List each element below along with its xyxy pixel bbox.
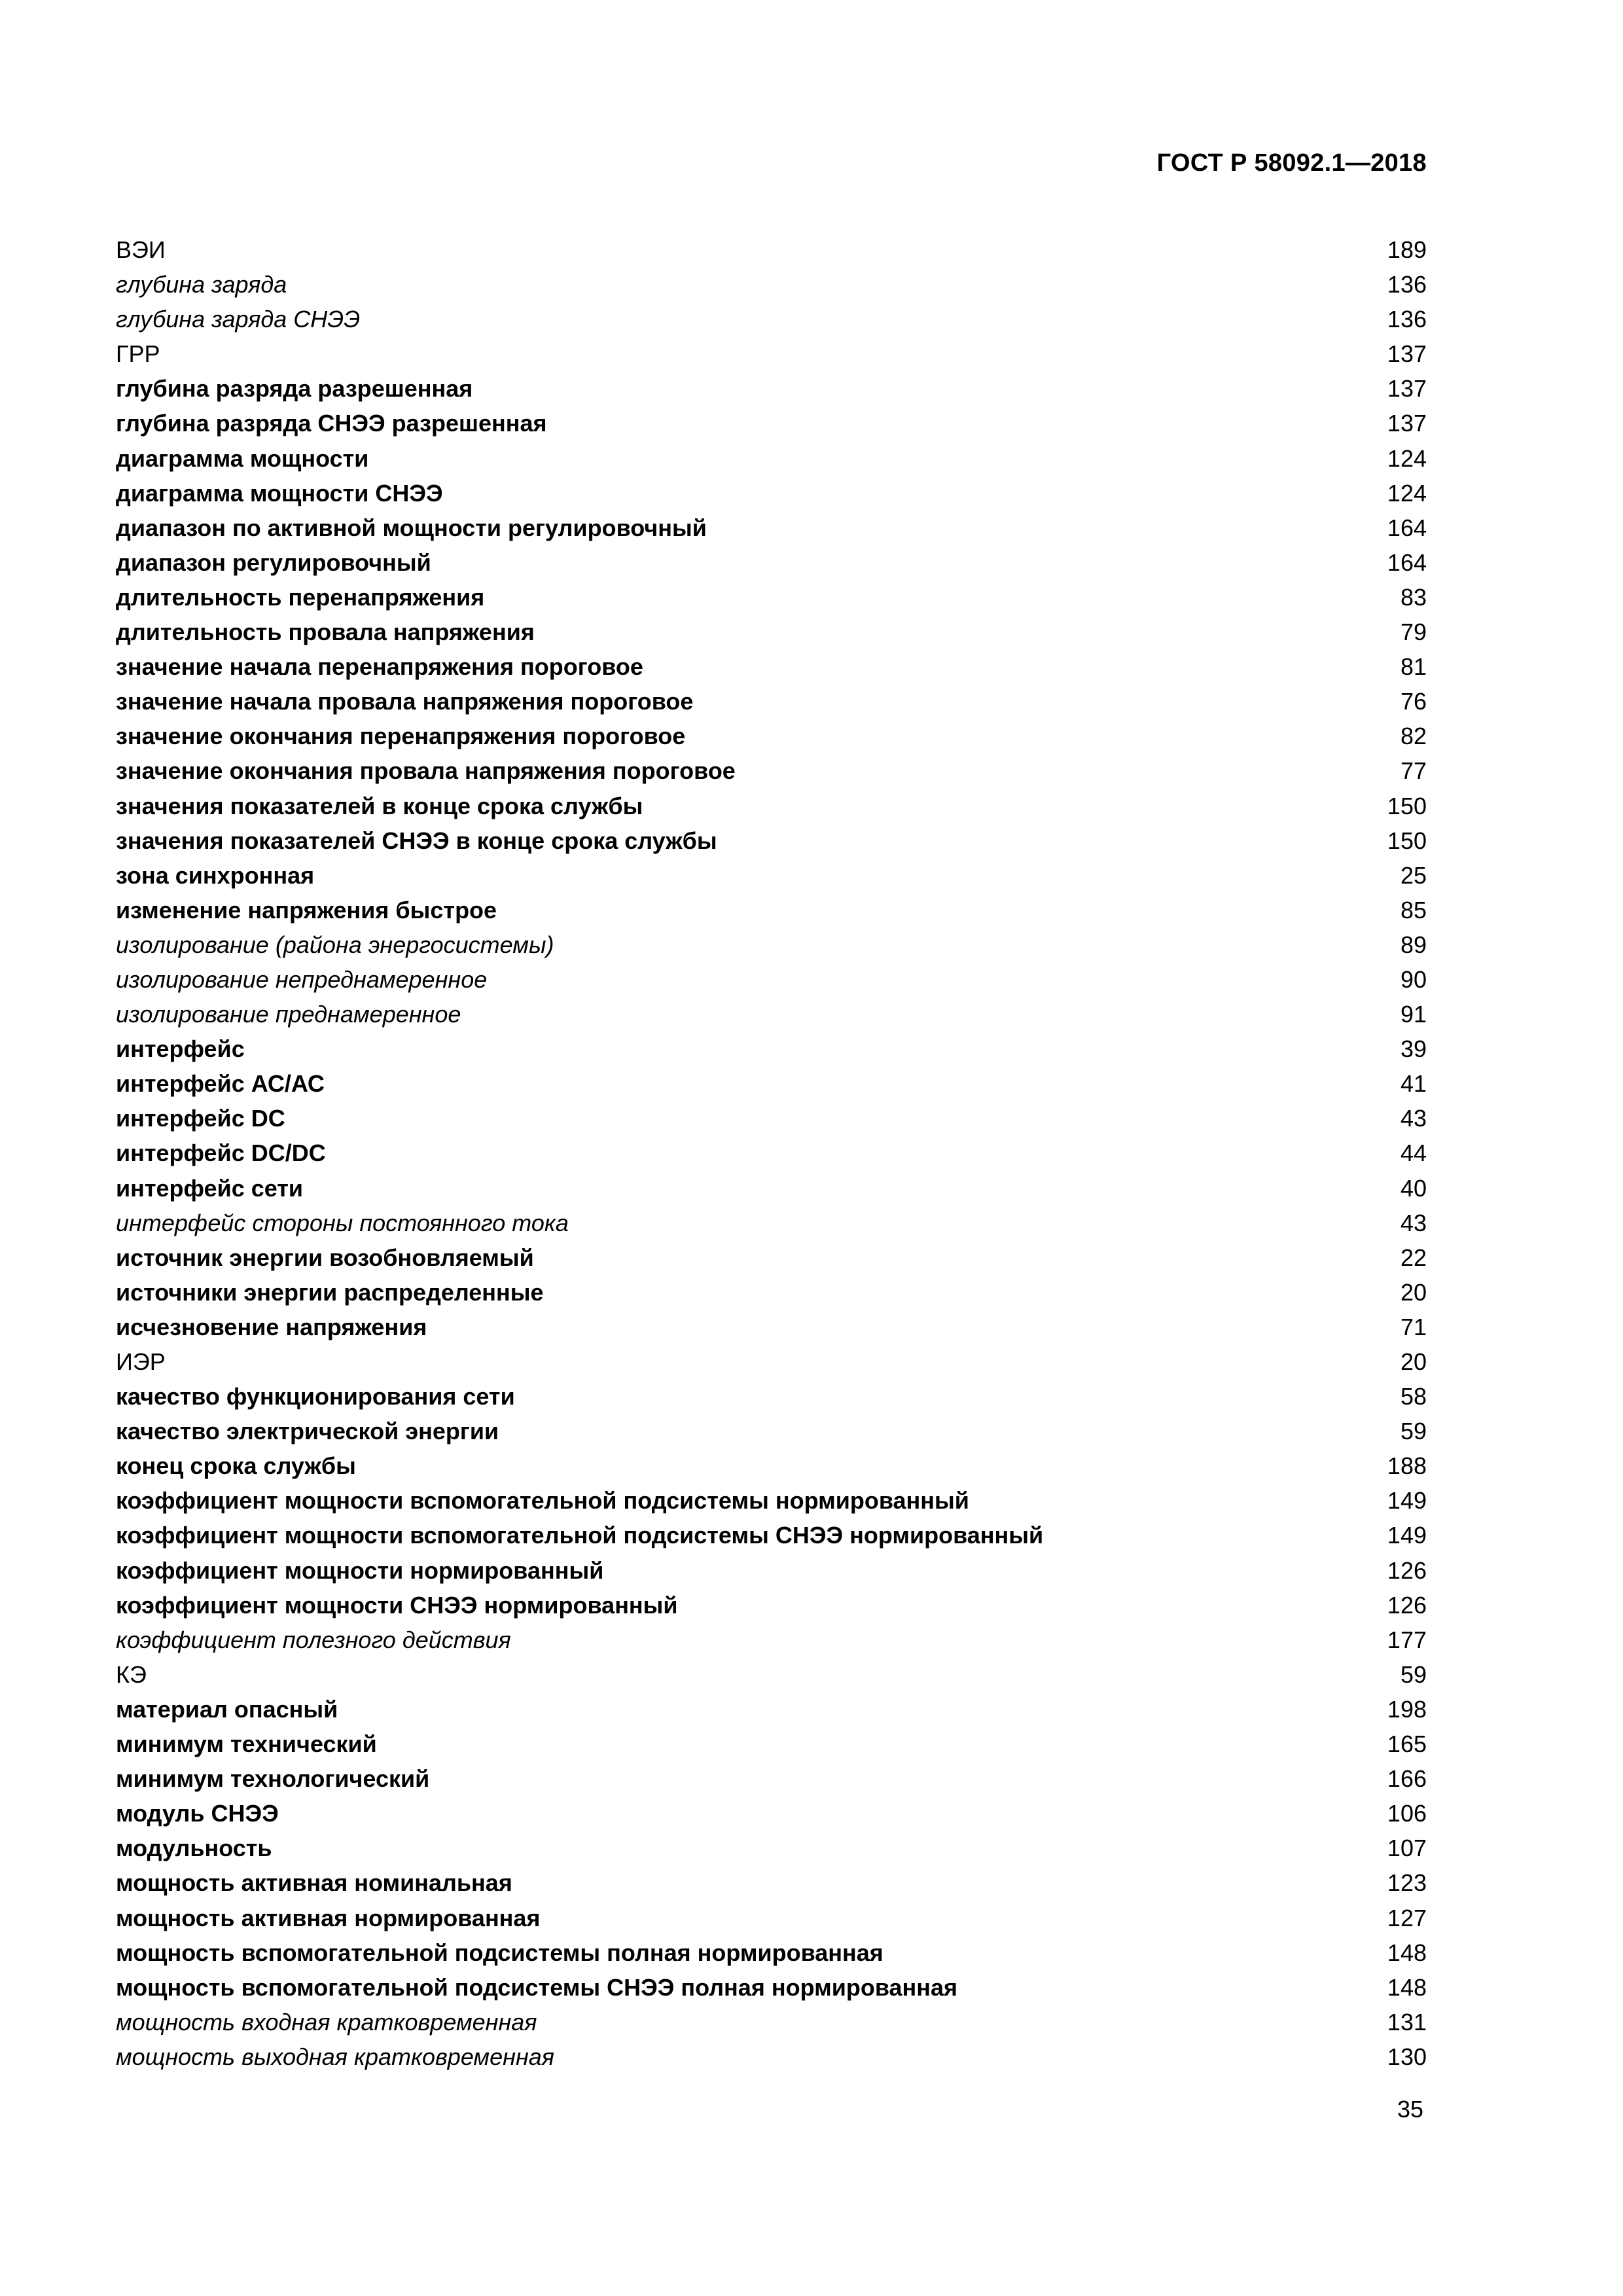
index-entry <box>116 410 1427 445</box>
index-term: минимум технологический <box>116 1765 430 1793</box>
index-entry <box>116 793 1427 828</box>
index-term: интерфейс стороны постоянного тока <box>116 1209 569 1236</box>
index-page-ref: 137 <box>1387 410 1427 437</box>
index-entry <box>116 237 1427 272</box>
index-entry <box>116 828 1427 863</box>
index-entry <box>116 1071 1427 1105</box>
index-entry <box>116 1349 1427 1384</box>
index-entry <box>116 515 1427 550</box>
index-term: конец срока службы <box>116 1452 356 1480</box>
index-term: коэффициент мощности СНЭЭ нормированный <box>116 1591 678 1619</box>
index-page-ref: 127 <box>1387 1904 1427 1931</box>
index-term: глубина заряда <box>116 271 287 298</box>
index-term: коэффициент мощности вспомогательной подсистемы нормированный <box>116 1487 969 1515</box>
index-term: исчезновение напряжения <box>116 1313 427 1340</box>
index-term: интерфейс DC <box>116 1105 285 1132</box>
index-page-ref: 79 <box>1400 619 1427 646</box>
index-term: мощность выходная кратковременная <box>116 2043 555 2070</box>
index-page-ref: 150 <box>1387 792 1427 819</box>
index-page-ref: 126 <box>1387 1591 1427 1619</box>
index-entry <box>116 1627 1427 1662</box>
index-term: диаграмма мощности СНЭЭ <box>116 479 443 507</box>
index-entry <box>116 1731 1427 1766</box>
index-page-ref: 85 <box>1400 896 1427 924</box>
index-page-ref: 148 <box>1387 1939 1427 1966</box>
index-entry <box>116 272 1427 306</box>
index-entry <box>116 2044 1427 2079</box>
index-entry <box>116 306 1427 341</box>
index-term: изменение напряжения быстрое <box>116 896 497 924</box>
index-page-ref: 126 <box>1387 1556 1427 1584</box>
index-entry <box>116 1870 1427 1905</box>
index-term: интерфейс <box>116 1035 245 1063</box>
index-entry <box>116 723 1427 758</box>
index-term: качество функционирования сети <box>116 1383 515 1410</box>
index-page-ref: 83 <box>1400 583 1427 611</box>
index-page-ref: 59 <box>1400 1660 1427 1688</box>
index-page-ref: 20 <box>1400 1278 1427 1306</box>
index-page-ref: 81 <box>1400 653 1427 681</box>
index-entry <box>116 1314 1427 1349</box>
index-entry <box>116 341 1427 376</box>
index-page-ref: 107 <box>1387 1835 1427 1862</box>
index-page-ref: 165 <box>1387 1731 1427 1758</box>
index-page-ref: 136 <box>1387 271 1427 298</box>
index-page-ref: 136 <box>1387 306 1427 333</box>
index-entry <box>116 1384 1427 1418</box>
index-entry <box>116 758 1427 793</box>
index-term: модульность <box>116 1835 272 1862</box>
index-page-ref: 189 <box>1387 236 1427 263</box>
index-term: источники энергии распределенные <box>116 1278 544 1306</box>
index-entry <box>116 446 1427 480</box>
index-term: мощность активная нормированная <box>116 1904 541 1931</box>
index-entry <box>116 1558 1427 1592</box>
index-entry <box>116 376 1427 410</box>
index-entry <box>116 1036 1427 1071</box>
index-entry <box>116 2009 1427 2044</box>
index-entry <box>116 1418 1427 1453</box>
index-term: значения показателей в конце срока службы <box>116 792 643 819</box>
index-page-ref: 164 <box>1387 514 1427 541</box>
index-page-ref: 188 <box>1387 1452 1427 1480</box>
index-entry <box>116 1801 1427 1835</box>
index-term: мощность входная кратковременная <box>116 2008 537 2036</box>
index-entry <box>116 1975 1427 2009</box>
index-term: значения показателей СНЭЭ в конце срока службы <box>116 827 717 854</box>
index-term: качество электрической энергии <box>116 1418 499 1445</box>
index-page-ref: 149 <box>1387 1487 1427 1515</box>
index-page-ref: 91 <box>1400 1001 1427 1028</box>
index-page-ref: 44 <box>1400 1139 1427 1167</box>
index-page-ref: 164 <box>1387 548 1427 576</box>
index-page-ref: 41 <box>1400 1070 1427 1098</box>
index-page-ref: 76 <box>1400 688 1427 715</box>
document-header: ГОСТ Р 58092.1—2018 <box>1156 149 1427 177</box>
index-term: значение начала перенапряжения пороговое <box>116 653 643 681</box>
index-term: мощность активная номинальная <box>116 1869 512 1897</box>
index-term: зона синхронная <box>116 861 315 889</box>
index-entry <box>116 550 1427 584</box>
index-entry <box>116 1662 1427 1696</box>
index-entry <box>116 584 1427 619</box>
index-entry <box>116 1140 1427 1175</box>
index-page-ref: 22 <box>1400 1244 1427 1271</box>
index-entry <box>116 1766 1427 1801</box>
index-term: изолирование (района энергосистемы) <box>116 931 554 958</box>
index-term: мощность вспомогательной подсистемы полная нормированная <box>116 1939 883 1966</box>
index-entry <box>116 863 1427 897</box>
index-page-ref: 137 <box>1387 375 1427 403</box>
index-term: ВЭИ <box>116 236 166 263</box>
index-term: глубина разряда разрешенная <box>116 375 473 403</box>
index-term: материал опасный <box>116 1695 338 1723</box>
index-page-ref: 137 <box>1387 340 1427 368</box>
index-entry <box>116 967 1427 1001</box>
index-term: коэффициент полезного действия <box>116 1626 511 1653</box>
index-page-ref: 124 <box>1387 479 1427 507</box>
index-entry <box>116 897 1427 932</box>
index-page-ref: 59 <box>1400 1418 1427 1445</box>
index-term: ГРР <box>116 340 160 368</box>
index-term: длительность перенапряжения <box>116 583 485 611</box>
index-entry <box>116 1175 1427 1210</box>
index-page-ref: 106 <box>1387 1800 1427 1827</box>
index-page-ref: 39 <box>1400 1035 1427 1063</box>
index-term: диаграмма мощности <box>116 444 369 472</box>
index-entry <box>116 1592 1427 1627</box>
index-page-ref: 40 <box>1400 1174 1427 1202</box>
index-term: ИЭР <box>116 1348 166 1375</box>
index-term: глубина заряда СНЭЭ <box>116 306 361 333</box>
index-page-ref: 177 <box>1387 1626 1427 1653</box>
index-term: диапазон по активной мощности регулировочный <box>116 514 707 541</box>
index-page-ref: 20 <box>1400 1348 1427 1375</box>
index-term: значение окончания перенапряжения пороговое <box>116 723 686 750</box>
index-term: модуль СНЭЭ <box>116 1800 279 1827</box>
index-entry <box>116 1488 1427 1522</box>
index-entry <box>116 1522 1427 1557</box>
index-term: глубина разряда СНЭЭ разрешенная <box>116 410 547 437</box>
index-page-ref: 90 <box>1400 965 1427 993</box>
index-entry <box>116 1210 1427 1245</box>
index-term: диапазон регулировочный <box>116 548 431 576</box>
index-page-ref: 131 <box>1387 2008 1427 2036</box>
index-term: интерфейс сети <box>116 1174 304 1202</box>
index-entry <box>116 1280 1427 1314</box>
index-page-ref: 198 <box>1387 1695 1427 1723</box>
index-entry <box>116 1940 1427 1975</box>
index-page-ref: 77 <box>1400 757 1427 785</box>
index-entry <box>116 1245 1427 1280</box>
index-term: изолирование преднамеренное <box>116 1001 461 1028</box>
index-page-ref: 82 <box>1400 723 1427 750</box>
index-page-ref: 124 <box>1387 444 1427 472</box>
index-entry <box>116 619 1427 654</box>
index-entry <box>116 654 1427 689</box>
index-page-ref: 43 <box>1400 1209 1427 1236</box>
index-entry <box>116 689 1427 723</box>
index-term: минимум технический <box>116 1731 377 1758</box>
index-term: изолирование непреднамеренное <box>116 965 488 993</box>
index-list <box>116 237 1427 2079</box>
index-page-ref: 149 <box>1387 1522 1427 1549</box>
index-term: мощность вспомогательной подсистемы СНЭЭ полная нормированная <box>116 1973 958 2001</box>
index-page-ref: 150 <box>1387 827 1427 854</box>
index-page-ref: 123 <box>1387 1869 1427 1897</box>
index-term: значение окончания провала напряжения пороговое <box>116 757 736 785</box>
index-page-ref: 148 <box>1387 1973 1427 2001</box>
index-entry <box>116 1905 1427 1940</box>
index-term: источник энергии возобновляемый <box>116 1244 534 1271</box>
index-page-ref: 130 <box>1387 2043 1427 2070</box>
index-term: значение начала провала напряжения пороговое <box>116 688 694 715</box>
index-entry <box>116 1696 1427 1731</box>
index-entry <box>116 1835 1427 1870</box>
page-number: 35 <box>1397 2096 1423 2123</box>
index-term: длительность провала напряжения <box>116 619 535 646</box>
index-page-ref: 166 <box>1387 1765 1427 1793</box>
index-entry <box>116 480 1427 515</box>
index-term: интерфейс DC/DC <box>116 1139 326 1167</box>
index-entry <box>116 1453 1427 1488</box>
index-page-ref: 89 <box>1400 931 1427 958</box>
index-page-ref: 58 <box>1400 1383 1427 1410</box>
index-entry <box>116 1001 1427 1036</box>
index-term: коэффициент мощности вспомогательной подсистемы СНЭЭ нормированный <box>116 1522 1044 1549</box>
index-term: интерфейс АС/АС <box>116 1070 325 1098</box>
index-term: КЭ <box>116 1660 147 1688</box>
index-page-ref: 43 <box>1400 1105 1427 1132</box>
index-term: коэффициент мощности нормированный <box>116 1556 604 1584</box>
index-entry <box>116 1105 1427 1140</box>
index-page-ref: 71 <box>1400 1313 1427 1340</box>
index-page-ref: 25 <box>1400 861 1427 889</box>
index-entry <box>116 932 1427 967</box>
